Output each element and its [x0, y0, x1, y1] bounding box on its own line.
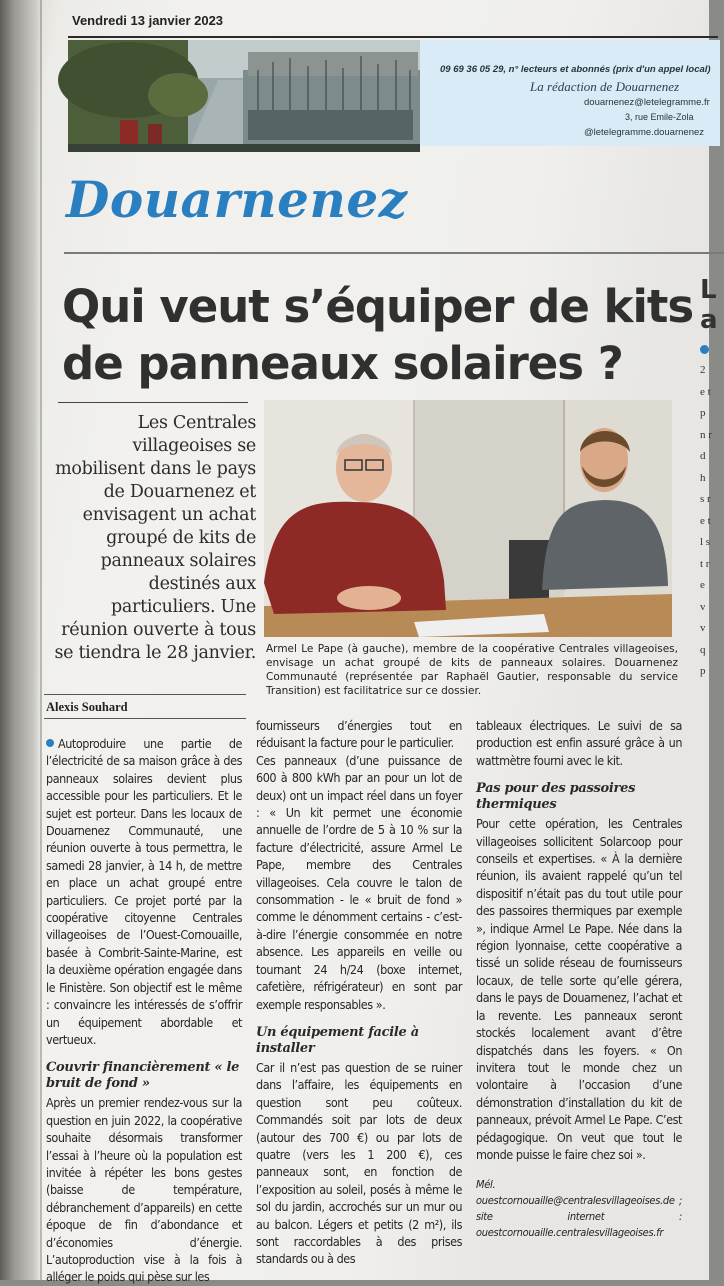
header-rule [68, 36, 718, 38]
issue-date: Vendredi 13 janvier 2023 [72, 13, 224, 28]
lead-rule [58, 402, 248, 403]
contact-note: Mél. ouestcornouaille@centralesvillageoises.de ; site internet : ouestcornouaille.centralesvillageoises.fr [476, 1178, 682, 1240]
photo-caption: Armel Le Pape (à gauche), membre de la coopérative Centrales villageoises, envisage un achat groupé de kits de panneaux solaires. Douarnenez Communauté (représentée par Raphaël Gautier, responsable du service Transition) est facilitatrice sur ce dossier. [266, 643, 678, 697]
article-paragraph: Autoproduire une partie de l’électricité de sa maison grâce à des panneaux solaires devient plus accessible pour les particuliers. Et le sujet est porteur. Dans les locaux de Douarnenez Communauté, une réunion ouverte à tous permettra, le samedi 28 janvier, à 14 h, de mettre en place un achat groupé entre particuliers. Ce projet porté par la coopérative citoyenne Centrales villageoises de l’Ouest-Cornouaille, basée à Combrit-Sainte-Marine, est la deuxième opération engagée dans le Finistère. Son objectif est le même : convaincre les intéressés de s’offrir un équipement abordable et vertueux. [46, 736, 242, 1047]
edge-letter-2: a [700, 305, 718, 335]
contact-box [420, 40, 720, 146]
byline: Alexis Souhard [46, 700, 128, 714]
paragraph-bullet-icon [46, 739, 54, 747]
contact-phone: 09 69 36 05 29, n° lecteurs et abonnés (prix d'un appel local) [440, 64, 711, 75]
contact-redaction: La rédaction de Douarnenez [530, 79, 680, 94]
subhead: Pas pour des passoires thermiques [476, 781, 636, 813]
edge-bullet [700, 345, 709, 354]
byline-top-rule [44, 694, 246, 695]
subhead: Couvrir financièrement « le bruit de fond » [46, 1060, 240, 1092]
section-rule [64, 252, 724, 254]
article-paragraph: Pour cette opération, les Centrales villageoises sollicitent Solarcoop pour conseils et expertises. « À la dernière réunion, ils avaient rappelé qu’un tel dispositif n’était pas du tout utile pour des passoires thermiques par exemple », indique Armel Le Pape. Née dans la région lyonnaise, cette coopérative a tissé un solide réseau de fournisseurs locaux, de telle sorte qu’elle gérera, dans le pays de Douarnenez, l’achat et la revente. Les panneaux seront stockés localement avant d’être dispatchés dans les foyers. « On invitera tout le monde chez un volontaire à l’occasion d’une démonstration d’installation du kit de panneaux, prévoit Armel Le Pape. C’est pédagogique. On veut que tout le monde puisse le faire chez soi ». [476, 816, 682, 1162]
article-photo [264, 400, 672, 637]
article-paragraph: fournisseurs d’énergies tout en réduisant la facture pour le particulier. [256, 718, 462, 751]
page-fold [40, 0, 42, 1280]
article-column-3 [476, 717, 682, 1241]
headline: Qui veut s’équiper de kits de panneaux solaires ? [62, 280, 694, 390]
contact-address: 3, rue Emile-Zola [625, 112, 694, 122]
article-paragraph: Car il n’est pas question de se ruiner dans l’affaire, les équipements en question sont peu coûteux. Commandés soit par lots de deux (autour des 700 €) ou par lots de quatre (vers les 1 200 €), ces panneaux sont, en fonction de l’exposition au soleil, posés à même le sol du jardin, accrochés sur un mur ou au balcon. Légers et petits (2 m²), ils sont raccordables à des prises standards ou à des [256, 1059, 462, 1267]
harbour-photo [68, 40, 420, 152]
byline-bottom-rule [44, 718, 246, 719]
article-paragraph: Ces panneaux (d’une puissance de 600 à 800 kWh par an pour un lot de deux) ont un impact réel dans un foyer : « Un kit permet une économie annuelle de l’ordre de 5 à 10 % sur la facture d’électricité, assure Armel Le Pape, membre des Centrales villageoises. Cela couvre le talon de consommation - le « bruit de fond » comme le dénomment certains - c’est-à-dire l’énergie consommée en notre absence. Les appareils en veille ou tournant 24 h/24 (boxe internet, cafetière, réfrigérateur) en sont par exemple responsables ». [256, 752, 462, 1012]
page-left-shadow [0, 0, 42, 1280]
edge-letter-1: L [700, 275, 717, 305]
lead-paragraph: Les Centrales villageoises se mobilisent dans le pays de Douarnenez et envisagent un achat groupé de kits de panneaux solaires destinés aux particuliers. Une réunion ouverte à tous se tiendra le 28 janvier. [54, 413, 256, 663]
contact-email: douarnenez@letelegramme.fr [584, 97, 710, 108]
contact-twitter: @letelegramme.douarnenez [584, 127, 705, 138]
article-paragraph: tableaux électriques. Le suivi de sa production est enfin assuré grâce à un wattmètre fourni avec le kit. [476, 718, 682, 768]
article-paragraph: Après un premier rendez-vous sur la question en juin 2022, la coopérative souhaite désormais transformer l’essai à l’heure où la population est invitée à répéter les bons gestes (baisse de température, débranchement d’appareils) en cette époque de fin d’abondance et d’économies d’énergie. L’autoproduction vise à la fois à alléger le poids qui pèse sur les [46, 1095, 242, 1285]
subhead: Un équipement facile à installer [256, 1024, 419, 1056]
section-title: Douarnenez [66, 170, 408, 229]
article-column-2 [256, 717, 462, 1268]
article-column-1 [46, 735, 242, 1286]
edge-letters: 2 e t p n r d h s r e t l s t r e v v q p [700, 364, 712, 677]
